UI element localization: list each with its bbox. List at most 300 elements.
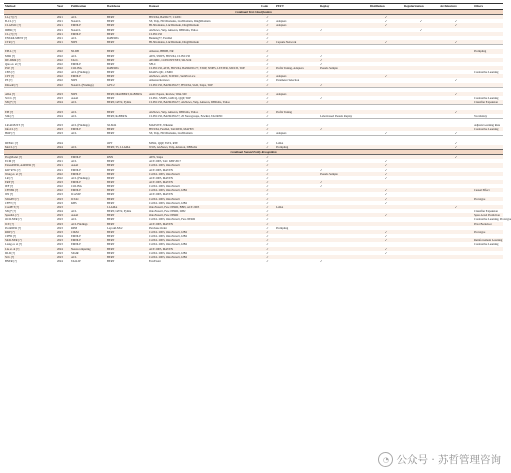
col-header: Others xyxy=(473,4,503,10)
table-cell: ✓ xyxy=(266,61,269,66)
table-cell: ✓ xyxy=(369,247,403,251)
table-cell: EMNLP xyxy=(71,242,81,247)
table-cell: ✓ xyxy=(319,127,369,131)
table-cell: BERT xyxy=(106,222,148,226)
table-cell: ✓ xyxy=(260,32,275,36)
table-cell: ✓ xyxy=(320,61,323,66)
table-cell: HWU64, FewRel, TACRED, MAVEN xyxy=(148,127,260,131)
table-cell: ✓ xyxy=(266,192,269,197)
table-cell: RNN xyxy=(106,155,148,160)
table-cell: Classifier Expansion xyxy=(473,100,503,105)
table-cell: ✓ xyxy=(384,159,388,164)
table-cell: ✓ xyxy=(454,78,458,83)
table-cell: XLM-R xyxy=(107,123,117,127)
table-cell: BERT xyxy=(106,238,148,242)
table-cell: BERT, GPT2, Pythia xyxy=(106,100,148,105)
table-cell: LLAMA xyxy=(106,205,148,209)
table-cell: ACE 2005, MAVEN xyxy=(148,247,260,251)
table-cell: 2024 xyxy=(57,140,63,145)
table-cell: CoNLL 2003, OntoNotes5, I2B2 xyxy=(148,188,260,192)
table-cell: CoNLL 2003, OntoNotes5 xyxy=(148,238,260,242)
table-cell: SDAPN [?] xyxy=(4,197,56,201)
table-cell: CoNLL 2003, OntoNotes5 xyxy=(148,163,260,167)
table-cell: ✓ xyxy=(266,159,269,164)
table-cell xyxy=(403,259,439,263)
table-cell: CPFD [?] xyxy=(5,234,17,239)
table-cell: ✓ xyxy=(439,205,473,209)
wechat-logo-icon: ◔ xyxy=(378,452,393,467)
table-cell: Adapters xyxy=(275,23,319,27)
table-cell: CBS [?] xyxy=(5,70,15,75)
table-cell: 2022 xyxy=(56,74,70,78)
table-cell: NIPS xyxy=(70,92,106,96)
table-cell: BERT xyxy=(107,167,115,172)
table-cell: LayoutLMv2 xyxy=(107,225,123,230)
table-cell: ✓ xyxy=(260,163,275,167)
table-cell: ✓ xyxy=(260,180,275,184)
table-cell: MASSIVE, Wikiann xyxy=(149,123,173,127)
table-cell: TACL xyxy=(70,58,106,62)
table-cell: 2022 xyxy=(57,175,63,180)
table-cell: ProgModel [?] xyxy=(4,155,56,160)
table-cell: CoNLL 2003, OntoNotes5, I2B2 xyxy=(149,242,188,247)
table-cell: ✓ xyxy=(320,258,323,263)
table-body xyxy=(4,10,511,264)
table-cell: ✓ xyxy=(260,247,275,251)
table-cell: ACL xyxy=(71,113,77,118)
table-cell xyxy=(439,259,473,263)
table-cell: CoNLL 2003, OntoNotes5, I2B2 xyxy=(148,255,260,259)
col-header: Code xyxy=(260,4,275,10)
table-cell: 2023 xyxy=(56,180,70,184)
table-cell: EPI [?] xyxy=(4,110,56,114)
table-cell: ✓ xyxy=(260,155,275,160)
table-cell: 2024 xyxy=(56,145,70,150)
table-cell: ✓ xyxy=(260,15,275,20)
table-cell: 2022 xyxy=(56,66,70,70)
table-cell: CoNLL 2003, OntoNotes5, I2B2 xyxy=(149,250,188,255)
table-cell: ✓ xyxy=(369,188,403,192)
table-cell: HOP [?] xyxy=(5,131,15,136)
table-cell: ACL xyxy=(70,255,106,259)
table-cell: CLINC150, ATIS, HWU64, BANKING77, STOP, SNIPS, LESTER, MULTI, TOP xyxy=(148,66,260,70)
page xyxy=(0,3,511,473)
table-cell: EMNLP xyxy=(70,127,106,131)
table-cell: PLE [?] xyxy=(4,66,56,70)
table-cell: OPT xyxy=(107,140,113,145)
table-cell: Adapters xyxy=(276,19,287,24)
table-cell: CIKM xyxy=(70,230,106,234)
table-cell: MNLI, QQP, SST2, RTE xyxy=(149,140,178,145)
table-cell: 2021 xyxy=(56,163,70,167)
table-cell: ✓ xyxy=(266,27,269,32)
table-cell: 2024 xyxy=(57,113,63,118)
table-cell: 2024 xyxy=(57,234,63,239)
table-cell: ✓ xyxy=(260,23,275,27)
table-cell: Pseudo Sample xyxy=(319,66,369,70)
table-cell: KIARS-QIC, CMID xyxy=(149,70,173,75)
table-cell: Qiao et. al [?] xyxy=(5,61,21,66)
table-cell: ✓ xyxy=(369,238,403,242)
table-cell: 2023 xyxy=(57,123,63,127)
table-cell: ACL (Findings) xyxy=(71,175,90,180)
table-cell: ✓ xyxy=(266,167,269,172)
table-cell: 2023 xyxy=(56,110,70,114)
table-cell: 2022 xyxy=(57,61,63,66)
table-cell: SE, Yelp, HL5Domains, Liu3Domain, Ding9Domain xyxy=(149,19,211,24)
table-cell: 2021 xyxy=(57,19,63,24)
table-cell: EMNLP xyxy=(71,234,81,239)
table-cell: ✓ xyxy=(266,184,269,189)
table-cell: Amazon Reviews xyxy=(149,78,170,83)
table-cell: Arxiv Papers, Review, Wiki-500 xyxy=(148,92,260,96)
table-cell: RPM xyxy=(71,225,78,230)
table-cell: BERT xyxy=(106,180,148,184)
table-cell: EPI-L [?] xyxy=(4,49,56,53)
table-cell: ✓ xyxy=(369,40,403,45)
table-cell: Banking77, FewRel xyxy=(149,35,173,40)
table-cell: ✓ xyxy=(369,23,403,27)
table-cell: CTR [?] xyxy=(4,40,56,45)
table-cell: CPT [?] xyxy=(4,74,56,78)
table-cell: SFLC xyxy=(149,61,156,66)
table-cell: CFFT [?] xyxy=(5,200,16,205)
table-cell: 2021 xyxy=(56,23,70,27)
table-cell: ACL xyxy=(71,159,77,164)
table-cell: ATIS, Snips xyxy=(148,155,260,160)
table-cell: ✓ xyxy=(260,230,275,234)
table-cell: ✓ xyxy=(266,225,269,230)
table-cell: ✓ xyxy=(266,19,269,24)
table-cell: AAAI xyxy=(70,213,106,217)
table-cell: 2023 xyxy=(57,192,63,197)
table-cell: LoRA xyxy=(275,205,319,209)
table-cell: ✓ xyxy=(260,197,275,201)
table-cell: Purchase Order xyxy=(149,225,167,230)
table-cell: Adapters xyxy=(276,131,287,136)
table-cell: Prefix Tuning xyxy=(275,110,319,114)
table-cell: ACL (Findings) xyxy=(71,70,90,75)
table-cell: ✓ xyxy=(369,213,403,217)
table-cell: 2021 xyxy=(57,27,63,32)
table-cell: ✓ xyxy=(260,127,275,131)
table-cell: LR [?] xyxy=(5,175,13,180)
table-cell: AGNews, Yelp, Amazon, DBPedia, Yahoo xyxy=(149,27,199,32)
table-cell: Classifier Expansion xyxy=(474,209,499,214)
table-cell: JCE [?] xyxy=(4,222,56,226)
table-cell: Reinforcement Learning xyxy=(474,238,503,243)
table-cell: ADA [?] xyxy=(4,92,56,96)
table-cell: MSR [?] xyxy=(5,53,16,58)
table-cell: NAACL (Findings) xyxy=(70,83,106,88)
table-cell: ✓ xyxy=(266,123,269,127)
table-cell: BERT xyxy=(106,58,148,62)
table-cell: ✓ xyxy=(369,163,403,167)
table-cell: 2023 xyxy=(57,242,63,247)
table-cell: ACL xyxy=(71,53,77,58)
table-cell: ✓ xyxy=(369,172,403,176)
table-cell: Prototype xyxy=(473,230,503,234)
table-cell: BERT xyxy=(106,230,148,234)
table-cell: EMNLP xyxy=(70,23,106,27)
table-cell: CLINC150, BANKING77, AGNews, Yelp, Amazon, DBPedia, Yahoo xyxy=(148,100,260,105)
table-cell: ✓ xyxy=(260,188,275,192)
table-cell: CLINC150, BANKING77, 20 Newsgroups, FewRel, TACRED xyxy=(149,113,223,118)
table-cell: BERT xyxy=(107,217,115,222)
table-cell: IEF [?] xyxy=(5,184,14,189)
table-cell: ✓ xyxy=(439,110,473,114)
table-cell: ✓ xyxy=(260,110,275,114)
table-cell: Prompting xyxy=(275,145,319,150)
table-cell: Contrastive Learning xyxy=(474,242,499,247)
table-cell: ✓ xyxy=(454,140,458,145)
table-cell: BERT, DistilBERT, RoBERTa xyxy=(106,92,148,96)
table-cell: BERT xyxy=(106,23,148,27)
table-cell: EMNLP xyxy=(70,188,106,192)
table-cell: 2021 xyxy=(57,35,63,40)
table-cell: GPT-2 xyxy=(106,83,148,88)
table-cell: EMNLP xyxy=(70,172,106,176)
table-cell xyxy=(473,259,503,263)
table-cell: EMNLP xyxy=(70,155,106,160)
table-cell: LL-[?] [?] xyxy=(4,15,56,20)
table-cell: ✓ xyxy=(266,200,269,205)
table-cell: ACL xyxy=(70,145,106,150)
table-cell: SIGIR xyxy=(71,250,79,255)
table-cell: 2023 xyxy=(57,217,63,222)
col-header: PEFT xyxy=(275,4,319,10)
table-cell: ACL xyxy=(70,15,106,20)
col-header: Dataset xyxy=(148,4,260,10)
table-cell: RoBERTa xyxy=(107,35,119,40)
comparison-table xyxy=(4,3,511,263)
table-cell: BERT xyxy=(106,32,148,36)
table-cell: BERT xyxy=(107,250,115,255)
table-cell: ✓ xyxy=(384,250,388,255)
table-cell: HWU64, BANK77, CLINC xyxy=(148,15,260,20)
table-cell: AAAI xyxy=(70,163,106,167)
table-cell: HL5Domains, Liu3Domain, Ding9Domain xyxy=(148,23,260,27)
table-cell: ACE 2005, MAVEN xyxy=(149,175,173,180)
table-cell: BERT, RoBERTa xyxy=(107,113,128,118)
table-cell xyxy=(275,259,319,263)
table-cell: AGNews, Yelp, Amazon, DBPedia, Yahoo xyxy=(148,110,260,114)
table-cell: 2022 xyxy=(57,184,63,189)
table-cell: CoNLL 2003, OntoNotes5, I2B2 xyxy=(149,200,188,205)
table-cell: 2022 xyxy=(56,49,70,53)
table-cell: BERT xyxy=(106,247,148,251)
table-cell: PromNER [?] xyxy=(5,225,21,230)
table-cell: ✓ xyxy=(419,19,423,24)
table-cell: ENTAILMENT [?] xyxy=(5,35,28,40)
table-cell: ATIS, SNIPS, HWU64, CLINC150 xyxy=(149,53,191,58)
table-cell: 2023 xyxy=(56,205,70,209)
table-cell: CoNLL 2003, OntoNotes5 xyxy=(149,184,180,189)
table-cell: BERT xyxy=(106,110,148,114)
table-cell: ✓ xyxy=(266,217,269,222)
table-cell: OCILNER [?] xyxy=(5,217,22,222)
table-cell: CoNLL 2003, OntoNotes5, I2B2 xyxy=(148,230,260,234)
table-cell: 2023 xyxy=(56,222,70,226)
table-cell: ✓ xyxy=(454,131,458,136)
table-cell: 2023 xyxy=(57,96,63,101)
table-cell: ACE 2005, TAC KBP 2017 xyxy=(149,159,181,164)
table-cell: 2023 xyxy=(56,230,70,234)
table-cell: BERT xyxy=(107,175,115,180)
table-cell: B-CL [?] xyxy=(5,19,16,24)
col-header: Distillation xyxy=(369,4,403,10)
table-cell: ✓ xyxy=(266,70,269,75)
table-cell: ACL xyxy=(70,110,106,114)
table-cell: Prototype xyxy=(473,197,503,201)
table-cell: BERT xyxy=(107,78,115,83)
table-cell: ACL xyxy=(71,209,77,214)
table-cell: ExtendNER, AddNER [?] xyxy=(4,163,56,167)
table-cell: AGNews, AGN, SCIERC, SemEval-rce xyxy=(148,74,260,78)
table-cell: ✓ xyxy=(260,172,275,176)
table-cell: PAGeR [?] xyxy=(4,83,56,88)
table-cell: ✓ xyxy=(260,40,275,45)
table-cell: NAACL xyxy=(71,19,81,24)
table-cell: HL5Domains, Liu3Domain, Ding9Domain xyxy=(148,40,260,45)
table-cell: ACL xyxy=(71,131,77,136)
table-cell: BNER [?] xyxy=(5,258,17,263)
table-cell: ✓ xyxy=(266,113,269,118)
table-cell: BERT xyxy=(106,163,148,167)
table-cell: DLD [?] xyxy=(5,250,15,255)
table-cell: ✓ xyxy=(260,92,275,96)
table-cell: LR ADJUST [?] xyxy=(5,123,24,127)
table-cell: OntoNotes5, Few-NERD xyxy=(148,213,260,217)
table-cell: CoNLL 2003, OntoNotes5, I2B2 xyxy=(149,234,188,239)
table-cell: ✓ xyxy=(260,66,275,70)
table-cell: SCCL [?] xyxy=(5,96,17,101)
table-cell: ConPET [?] xyxy=(4,205,56,209)
table-cell: ✓ xyxy=(320,27,323,32)
table-cell: 2023 xyxy=(57,131,63,136)
table-cell: ✓ xyxy=(320,53,323,58)
table-cell: TALLIP xyxy=(71,258,81,263)
table-cell: ✓ xyxy=(369,230,403,234)
table-cell: ICTAI xyxy=(70,197,106,201)
table-cell: KBS xyxy=(71,200,77,205)
table-cell: EMNLP xyxy=(70,238,106,242)
table-cell: ACE 2005, MAVEN xyxy=(149,167,173,172)
table-cell: 2022 xyxy=(56,83,70,88)
table-cell: ✓ xyxy=(319,58,369,62)
table-cell: BERT xyxy=(106,172,148,176)
table-cell: BERT xyxy=(106,49,148,53)
table-cell: CLASSIC [?] xyxy=(4,23,56,27)
table-cell: Prompting xyxy=(276,225,289,230)
table-cell: Adapters xyxy=(275,92,319,96)
table-cell: ACL (Findings) xyxy=(71,123,90,127)
table-cell: EMNLP xyxy=(71,61,81,66)
section-title: Continual Text Classification xyxy=(4,10,503,15)
table-cell: BERT xyxy=(106,188,148,192)
table-cell: BERT xyxy=(106,213,148,217)
table-cell: CFNER [?] xyxy=(4,188,56,192)
table-cell: ACL xyxy=(70,100,106,105)
table-cell: 2023 xyxy=(57,200,63,205)
table-cell: EMNLP xyxy=(70,74,106,78)
table-cell: SCL [?] xyxy=(4,255,56,259)
table-cell: ✓ xyxy=(266,140,269,145)
table-cell: Adjusts Learning Rate xyxy=(474,123,501,127)
table-cell: ✓ xyxy=(260,83,275,88)
table-cell: JIN [?] xyxy=(5,192,14,197)
table-cell: ✓ xyxy=(384,131,388,136)
table-cell: BERT xyxy=(107,242,115,247)
table-cell: ✓ xyxy=(260,255,275,259)
table-cell: ✓ xyxy=(454,19,458,24)
table-cell: 2023 xyxy=(56,213,70,217)
table-cell: 2021 xyxy=(56,15,70,20)
table-cell: ECM [?] xyxy=(5,159,16,164)
table-cell: BERT xyxy=(106,74,148,78)
col-header: Architecture xyxy=(439,4,473,10)
table-cell: ✓ xyxy=(320,167,323,172)
table-cell: ✓ xyxy=(369,74,403,78)
table-cell: 2021 xyxy=(56,32,70,36)
table-cell: 2023 xyxy=(57,225,63,230)
table-cell: ✓ xyxy=(260,222,275,226)
watermark xyxy=(378,452,501,467)
table-cell: FewEvent xyxy=(149,258,161,263)
table-cell: 2022 xyxy=(56,58,70,62)
table-cell: BERT xyxy=(106,15,148,20)
table-row xyxy=(4,259,503,263)
table-cell: 2023 xyxy=(56,92,70,96)
table-cell: ✓ xyxy=(384,167,388,172)
section-title: Continual Named Entity Recognition xyxy=(4,149,503,154)
table-cell: 2021 xyxy=(57,159,63,164)
table-cell: Pseudo Sample xyxy=(319,172,369,176)
table-cell: SpanKL [?] xyxy=(4,213,56,217)
table-cell: 2022 xyxy=(57,70,63,75)
table-cell: SEQ* [?] xyxy=(5,209,16,214)
table-cell: BERT xyxy=(107,70,115,75)
table-cell: CoNLL 2003, OntoNotes5 xyxy=(148,172,260,176)
col-header: Publication xyxy=(70,4,106,10)
table-cell: 2024 xyxy=(57,209,63,214)
table-cell: BERT xyxy=(107,200,115,205)
table-cell: ✓ xyxy=(320,96,323,101)
table-cell: ✓ xyxy=(320,184,323,189)
table-cell: ✓ xyxy=(260,238,275,242)
table-cell: ACE 2005, MAVEN xyxy=(149,192,173,197)
table-cell: BERT xyxy=(106,40,148,45)
table-cell: EMNLP xyxy=(70,180,106,184)
table-cell: Vocabulary xyxy=(474,113,488,118)
table-cell: Prior Backdoor xyxy=(473,222,503,226)
table-cell: ✓ xyxy=(260,49,275,53)
table-cell: ✓ xyxy=(266,96,269,101)
table-cell: ✓ xyxy=(266,131,269,136)
col-header: Replay xyxy=(319,4,369,10)
table-cell: ACE 2005, MAVEN xyxy=(148,180,260,184)
table-cell: Span-Level Prediction xyxy=(473,213,503,217)
table-cell: Parameter Selection xyxy=(276,78,300,83)
table-cell: ✓ xyxy=(260,74,275,78)
table-cell: CoNLL 2003, OntoNotes5 xyxy=(148,197,260,201)
table-cell: Capsule Network xyxy=(275,40,319,45)
table-cell: 2021 xyxy=(56,40,70,45)
table-cell: BERT xyxy=(107,258,115,263)
table-cell: ✓ xyxy=(369,15,403,20)
col-header: Method xyxy=(4,4,56,10)
table-cell: 2024 xyxy=(57,258,63,263)
